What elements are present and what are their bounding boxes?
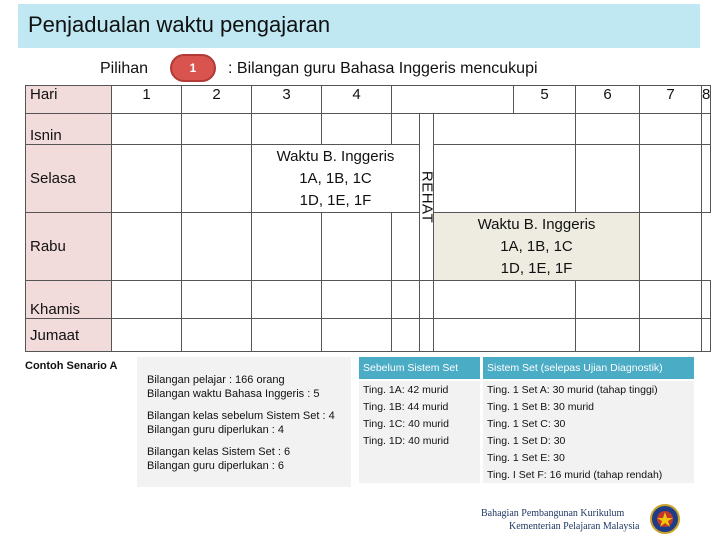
cell[interactable]	[182, 145, 252, 213]
period-7: 7	[640, 86, 702, 114]
table-row	[358, 466, 694, 483]
row-jumaat	[26, 319, 711, 352]
cell[interactable]	[576, 145, 640, 213]
cell[interactable]	[576, 114, 640, 145]
cell-before	[358, 466, 482, 483]
row-selasa	[26, 145, 711, 213]
cell[interactable]	[640, 281, 702, 319]
table-row	[358, 432, 694, 449]
info-spacer	[147, 437, 351, 445]
table-row	[358, 415, 694, 432]
cell[interactable]	[112, 281, 182, 319]
lesson-classes-1: 1A, 1B, 1C	[500, 237, 573, 255]
cell[interactable]	[576, 281, 640, 319]
cell[interactable]	[576, 319, 640, 352]
lesson-classes-1: 1A, 1B, 1C	[299, 169, 372, 187]
cell-before: Ting. 1C: 40 murid	[358, 415, 482, 432]
cell[interactable]	[112, 145, 182, 213]
cell[interactable]	[322, 319, 392, 352]
cell[interactable]	[322, 213, 392, 281]
day-khamis: Khamis	[26, 281, 112, 319]
pilihan-badge[interactable]: 1	[170, 54, 216, 82]
period-5: 5	[514, 86, 576, 114]
rehat-column	[420, 114, 434, 281]
table-row	[358, 380, 694, 398]
row-rabu	[26, 213, 711, 281]
header-set-system: Sistem Set (selepas Ujian Diagnostik)	[482, 357, 694, 380]
cell[interactable]	[252, 319, 322, 352]
set-table-header	[358, 357, 694, 380]
lesson-classes-2: 1D, 1E, 1F	[299, 191, 372, 209]
cell[interactable]	[434, 145, 576, 213]
info-line: Bilangan guru diperlukan : 6	[147, 460, 284, 472]
cell-before: Ting. 1A: 42 murid	[358, 380, 482, 398]
period-1: 1	[112, 86, 182, 114]
row-khamis	[26, 281, 711, 319]
cell[interactable]	[112, 319, 182, 352]
table-row	[358, 398, 694, 415]
info-line: Bilangan waktu Bahasa Inggeris : 5	[147, 388, 320, 400]
cell-set: Ting. 1 Set D: 30	[482, 432, 694, 449]
cell[interactable]	[420, 319, 434, 352]
cell[interactable]	[112, 213, 182, 281]
cell[interactable]	[392, 114, 420, 145]
pilihan-label: Pilihan	[100, 60, 149, 77]
cell[interactable]	[434, 281, 576, 319]
cell[interactable]	[702, 114, 711, 145]
info-line: Bilangan guru diperlukan : 4	[147, 424, 284, 436]
hari-header: Hari	[26, 86, 112, 114]
lesson-title: Waktu B. Inggeris	[477, 215, 596, 233]
cell[interactable]	[420, 281, 434, 319]
page-title: Penjadualan waktu pengajaran	[28, 12, 331, 37]
rehat-header-cell	[392, 86, 514, 114]
period-8: 8	[702, 86, 711, 114]
cell[interactable]	[702, 319, 711, 352]
cell-set: Ting. 1 Set B: 30 murid	[482, 398, 694, 415]
cell-before: Ting. 1B: 44 murid	[358, 398, 482, 415]
cell-before: Ting. 1D: 40 murid	[358, 432, 482, 449]
info-box	[137, 357, 351, 487]
period-6: 6	[576, 86, 640, 114]
cell[interactable]	[640, 145, 702, 213]
cell[interactable]	[392, 319, 420, 352]
timetable-grid	[25, 85, 711, 352]
period-2: 2	[182, 86, 252, 114]
info-line: Bilangan kelas sebelum Sistem Set : 4	[147, 410, 335, 422]
day-jumaat: Jumaat	[26, 319, 112, 352]
table-row	[358, 449, 694, 466]
cell[interactable]	[252, 213, 322, 281]
cell[interactable]	[640, 319, 702, 352]
cell[interactable]	[112, 114, 182, 145]
lesson-block-before-rehat[interactable]	[252, 145, 420, 213]
cell[interactable]	[182, 213, 252, 281]
lesson-block-after-rehat[interactable]	[434, 213, 640, 281]
cell[interactable]	[182, 319, 252, 352]
cell-set: Ting. I Set F: 16 murid (tahap rendah)	[482, 466, 694, 483]
cell[interactable]	[702, 145, 711, 213]
cell[interactable]	[182, 281, 252, 319]
footer-division: Bahagian Pembangunan Kurikulum	[481, 508, 625, 519]
row-isnin	[26, 114, 711, 145]
ministry-logo-icon	[650, 504, 680, 534]
info-spacer	[147, 401, 351, 409]
period-3: 3	[252, 86, 322, 114]
cell-set: Ting. 1 Set E: 30	[482, 449, 694, 466]
cell[interactable]	[252, 114, 322, 145]
period-4: 4	[322, 86, 392, 114]
cell[interactable]	[182, 114, 252, 145]
day-rabu: Rabu	[26, 213, 112, 281]
lesson-classes-2: 1D, 1E, 1F	[500, 259, 573, 277]
header-before-set: Sebelum Sistem Set	[358, 357, 482, 380]
pilihan-description: : Bilangan guru Bahasa Inggeris mencukupi	[228, 60, 538, 77]
cell-set: Ting. 1 Set C: 30	[482, 415, 694, 432]
cell[interactable]	[640, 114, 702, 145]
info-line: Bilangan pelajar : 166 orang	[147, 374, 285, 386]
rehat-label: REHAT	[418, 170, 435, 224]
header-row	[26, 86, 711, 114]
cell[interactable]	[322, 114, 392, 145]
lesson-title: Waktu B. Inggeris	[276, 147, 395, 165]
scenario-label: Contoh Senario A	[25, 360, 118, 372]
set-comparison-table	[356, 357, 694, 483]
info-line: Bilangan kelas Sistem Set : 6	[147, 446, 291, 458]
cell[interactable]	[392, 281, 420, 319]
day-isnin: Isnin	[26, 114, 112, 145]
cell-set: Ting. 1 Set A: 30 murid (tahap tinggi)	[482, 380, 694, 398]
day-selasa: Selasa	[26, 145, 112, 213]
cell[interactable]	[392, 213, 420, 281]
cell[interactable]	[702, 281, 711, 319]
cell[interactable]	[640, 213, 702, 281]
cell[interactable]	[322, 281, 392, 319]
cell[interactable]	[434, 319, 576, 352]
cell[interactable]	[252, 281, 322, 319]
cell[interactable]	[434, 114, 576, 145]
cell-before	[358, 449, 482, 466]
footer-ministry: Kementerian Pelajaran Malaysia	[509, 521, 640, 532]
